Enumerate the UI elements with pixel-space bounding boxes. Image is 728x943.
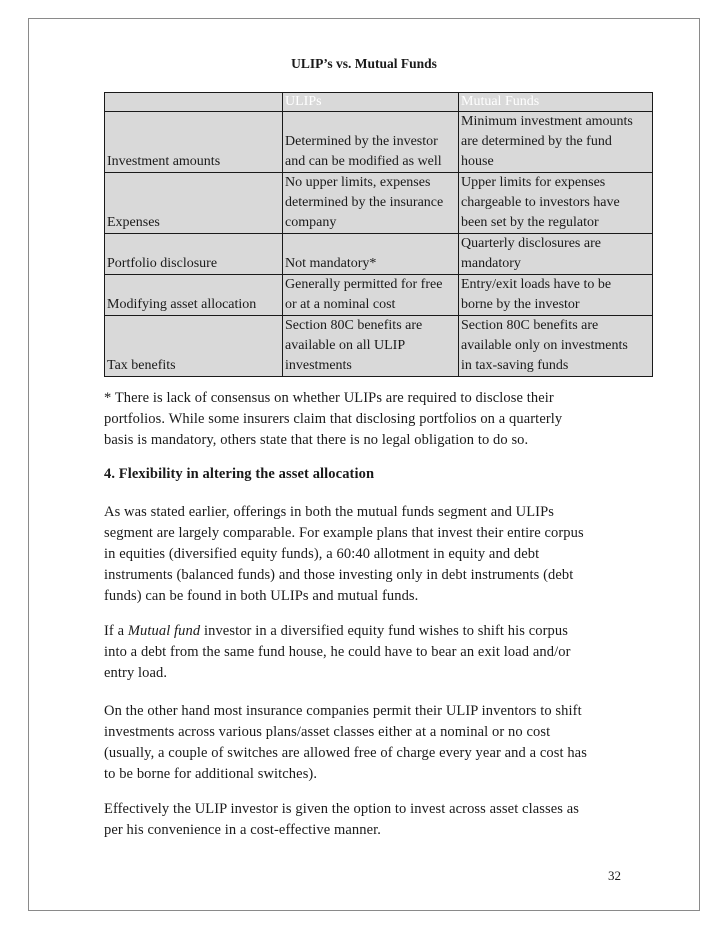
paragraph-1: As was stated earlier, offerings in both the mutual funds segment and ULIPs segment are largely comparable. For example plans that invest their entire corpus in equities (diversified equity funds), a 60:40 allotment in equity and debt instruments (balanced funds) and those investing only in debt instruments (debt funds) can be found in both ULIPs and mutual funds.	[104, 504, 584, 604]
mutual-fund-emphasis: Mutual fund	[127, 623, 201, 639]
table-row-investment-amounts	[105, 112, 653, 173]
ulips-cell: Section 80C benefits are available on all ULIP investments	[283, 316, 459, 377]
row-label: Expenses	[105, 173, 283, 234]
ulips-cell: Not mandatory*	[283, 234, 459, 275]
table-row-portfolio-disclosure	[105, 234, 653, 275]
row-label: Modifying asset allocation	[105, 275, 283, 316]
row-label: Investment amounts	[105, 112, 283, 173]
header-cell-mutual-funds: Mutual Funds	[459, 93, 653, 112]
comparison-table	[104, 92, 653, 377]
ulips-cell: Determined by the investor and can be modified as well	[283, 112, 459, 173]
row-label: Portfolio disclosure	[105, 234, 283, 275]
header-cell-empty	[105, 93, 283, 112]
paragraph-3: On the other hand most insurance companies permit their ULIP inventors to shift investments across various plans/asset classes either at a nominal or no cost (usually, a couple of switches are allowed free of charge every year and a cost has to be borne for additional switches).	[104, 703, 587, 782]
mutual-funds-cell: Minimum investment amounts are determined by the fund house	[459, 112, 653, 173]
row-label: Tax benefits	[105, 316, 283, 377]
page-number: 32	[608, 868, 621, 883]
paragraph-2: If a Mutual fund investor in a diversified equity fund wishes to shift his corpus into a debt from the same fund house, he could have to bear an exit load and/or entry load.	[104, 623, 571, 681]
mutual-funds-cell: Quarterly disclosures are mandatory	[459, 234, 653, 275]
ulips-cell: No upper limits, expenses determined by the insurance company	[283, 173, 459, 234]
mutual-funds-cell: Upper limits for expenses chargeable to investors have been set by the regulator	[459, 173, 653, 234]
page-title: ULIP’s vs. Mutual Funds	[291, 56, 437, 71]
header-cell-ulips: ULIPs	[283, 93, 459, 112]
table-row-modifying-asset-allocation	[105, 275, 653, 316]
footnote: * There is lack of consensus on whether ULIPs are required to disclose their portfolios. While some insurers claim that disclosing portfolios on a quarterly basis is mandatory, others state that there is no legal obligation to do so.	[104, 390, 563, 448]
ulips-cell: Generally permitted for free or at a nominal cost	[283, 275, 459, 316]
mutual-funds-cell: Section 80C benefits are available only on investments in tax-saving funds	[459, 316, 653, 377]
paragraph-4: Effectively the ULIP investor is given the option to invest across asset classes as per his convenience in a cost-effective manner.	[104, 801, 580, 838]
table-row-expenses	[105, 173, 653, 234]
mutual-funds-cell: Entry/exit loads have to be borne by the investor	[459, 275, 653, 316]
table-header-row	[105, 93, 653, 112]
table-row-tax-benefits	[105, 316, 653, 377]
section-heading: 4. Flexibility in altering the asset allocation	[104, 466, 375, 482]
